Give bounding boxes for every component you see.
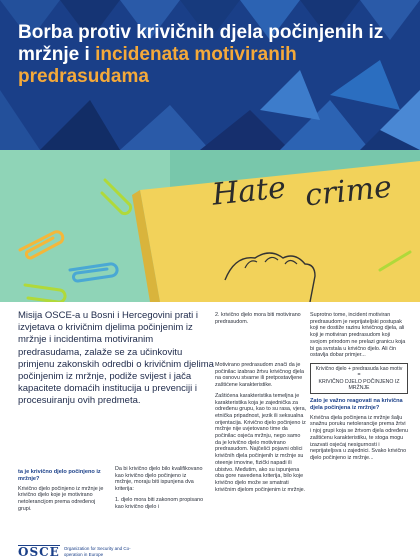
intro-paragraph: Misija OSCE-a u Bosni i Hercegovini prati i izvjetava o krivičnim djelima počinjenim iz mržnje i incidentima motiviranim predrasudama, zalaže se za učinkovitu primjenu zakonskih odredbi o krivičnim djelima počinjenim iz mržnje, podiže svijest i jača kapacitete domaćih institucija u prevenciji i procesuiranju ovih predmeta. bbox=[18, 310, 214, 407]
notebook-text-crime: crime bbox=[303, 169, 394, 214]
criterion-1: 1. djelo mora biti zakonom propisano kao krivično djelo i bbox=[115, 496, 204, 510]
column-right bbox=[310, 312, 408, 466]
formula-box bbox=[310, 363, 408, 394]
formula-line-3: KRIVIČNO DJELO POČINJENO IZ MRŽNJE bbox=[318, 378, 400, 391]
org-name: Organization for Security and Co-operation in Europe bbox=[63, 546, 131, 557]
osce-logo: OSCE bbox=[18, 545, 60, 559]
criteria-intro: Da bi krivično djelo bilo kvalifikovano kao krivično djelo počinjeno iz mržnje, moraju biti ispunjena dva kriterija: bbox=[115, 466, 203, 493]
criterion-2: 2. krivično djelo mora biti motivirano predrasudom. bbox=[215, 312, 301, 325]
footer-logo bbox=[18, 545, 134, 558]
hate-crime-photo bbox=[0, 150, 420, 302]
column-left-bottom bbox=[18, 466, 106, 516]
column-middle bbox=[215, 362, 307, 497]
formula-line-2: = bbox=[357, 372, 361, 379]
left-answer: Krivično djelo počinjeno iz mržnje je krivično djelo koje je motivirano netolerancijom prema određenoj grupi. bbox=[18, 485, 104, 512]
right-para-2: Krivična djela počinjena iz mržnje šalju snažnu poruku netolerancije prema žrtvi i njoj grupi koja se žrtvom djela određenu zaštićenu karakteristiku, te stoga mogu izazvati osjećaj nesigurnosti i neprijateljsva u zajednici. Svako krivično djelo počinjeno iz mržnje... bbox=[310, 414, 408, 461]
column-middle-top bbox=[215, 312, 310, 329]
left-question: ta je krivično djelo počinjeno iz mržnje? bbox=[18, 469, 101, 482]
middle-para-2: Zaštićena karakteristika temeljna je karakteristika koja je zajednička za određenu grupu, kao to su rasa, vjera, etnička pripadnost, jezik ili seksualna orijentacija. Krivično djelo počinjeno iz mržnje nije uvjetovano time da počinilac osjeća mržnju, nego samo da je krivično djelo motivirano predrasudom. Najčešći pojavni oblici krivičnih djela počinjenih iz mržnje su oteenje imovine, fizički napadi ili ubistvo. Međutim, ako su ispunjena oba gore navedena kriterija, bilo koje krivično djelo može se smatrati krivičnim djelom počinjenim iz mržnje. bbox=[215, 392, 307, 493]
banner bbox=[0, 0, 420, 150]
title-accent: incidenata motiviranih predrasudama bbox=[18, 44, 297, 87]
right-question: Zato je važno reagovati na krivična djela počinjena iz mržnje? bbox=[310, 398, 403, 411]
middle-para-1: Motivirano predrasudom znači da je počinilac izabrao žrtvu krivičnog djela na osnovu stvarne ili pretpostavljene zaštićene karakteristike. bbox=[215, 362, 304, 389]
formula-line-1: Krivično djelo + predrasuda kao motiv bbox=[315, 365, 403, 372]
page-title: Borba protiv krivičnih djela počinjenih iz mržnje i incidenata motiviranih predrasudama bbox=[18, 22, 384, 87]
right-para-1: Suprotno tome, incident motiviran predrasudom je neprijateljski postupak koji ne dostiže razinu krivičnog djela, ali koji je motiviran predrasudom koji svojom prirodom ne prelazi granicu koja bi ga svrstala u krivično djelo. Ali čin ostavlja dobar primjer... bbox=[310, 312, 406, 359]
column-second-bottom bbox=[115, 466, 205, 514]
notebook-text-hate: Hate bbox=[210, 170, 288, 213]
